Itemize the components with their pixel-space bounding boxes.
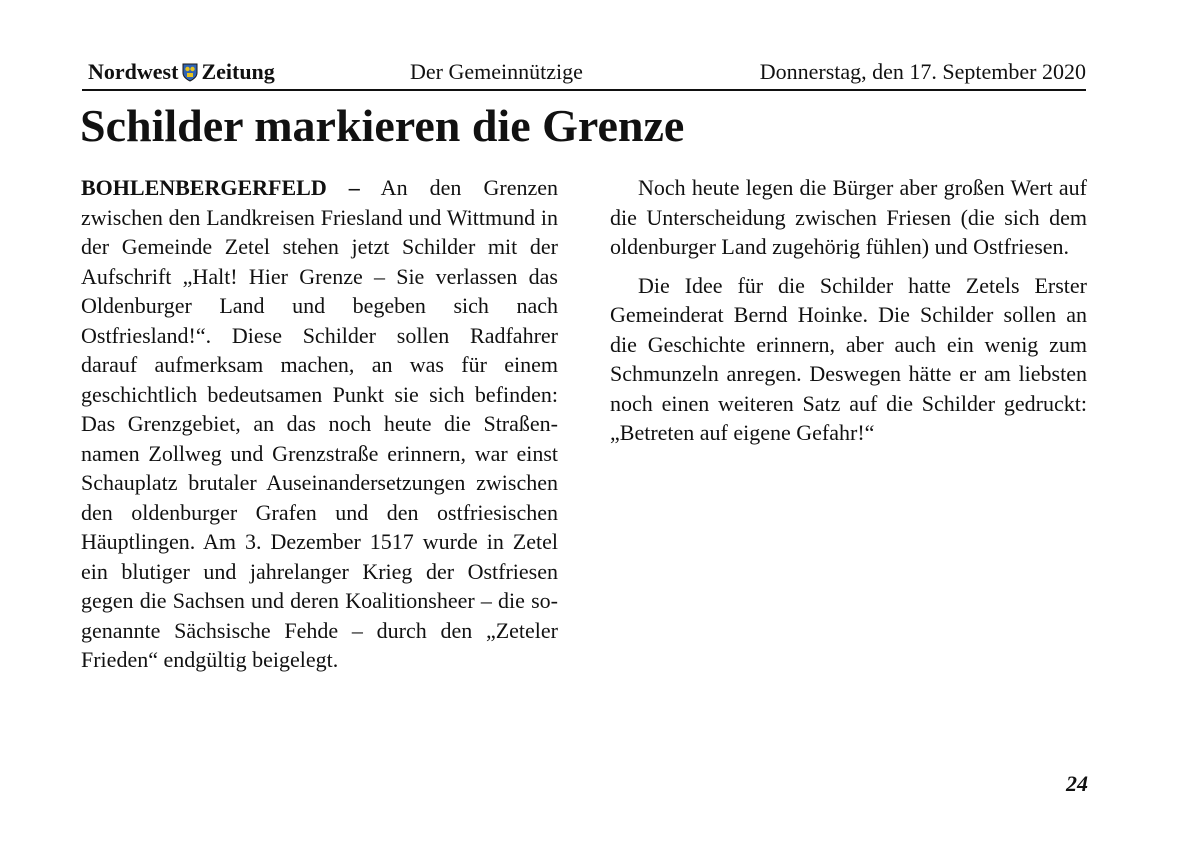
masthead (82, 58, 1086, 86)
article-lead-text: An den Grenzen zwischen den Landkreisen Friesland und Wittmund in der Gemeinde Zetel stehen jetzt Schilder mit der Aufschrift „Halt! Hier Grenze – Sie verlassen das Oldenburger Land und begeben sich nach Ostfriesland!“. Diese Schilder sollen Radfahrer darauf aufmerksam machen, an was für einem geschichtlich bedeutsamen Punkt sie sich befinden: Das Grenzgebiet, an das noch heute die Straßennamen Zollweg und Grenzstraße erinnern, war einst Schauplatz brutaler Auseinandersetzungen zwischen den oldenburger Grafen und den ostfriesischen Häuptlingen. Am 3. Dezember 1517 wurde in Zetel ein blutiger und jahrelanger Krieg der Ostfriesen gegen die Sachsen und deren Koalitionsheer – die sogenannte Sächsische Fehde – durch den „Zeteler Frieden“ endgültig beigelegt. (81, 175, 559, 672)
section-title: Der Gemeinnützige (410, 59, 583, 84)
issue-date: Donnerstag, den 17. September 2020 (759, 59, 1086, 84)
page-number: 24 (1066, 771, 1088, 796)
article-dateline: BOHLENBERGERFELD – (81, 175, 360, 200)
article-paragraph-2: Noch heute legen die Bürger aber großen Wert auf die Unterscheidung zwischen Friesen (die sich dem oldenburger Land zugehörig fühlen) und Ostfriesen. (610, 175, 1087, 259)
masthead-rule (82, 89, 1086, 91)
article-paragraph-3: Die Idee für die Schilder hatte Zetels Erster Gemeinderat Bernd Hoinke. Die Schilder sollen an die Geschichte erinnern, aber auch ein wenig zum Schmunzeln anregen. Deswegen hätte er am liebsten noch einen weiteren Satz auf die Schilder gedruckt: „Betreten auf eigene Gefahr!“ (610, 272, 1087, 445)
article-column-right (610, 173, 1087, 448)
article-lead-paragraph (81, 173, 558, 675)
article-headline: Schilder markieren die Grenze (80, 100, 685, 151)
article-column-left (81, 173, 558, 675)
coat-of-arms-icon (182, 63, 198, 82)
brand-name-left: Nordwest (88, 59, 179, 84)
brand-name-right: Zeitung (201, 59, 275, 84)
newspaper-brand (88, 58, 275, 86)
